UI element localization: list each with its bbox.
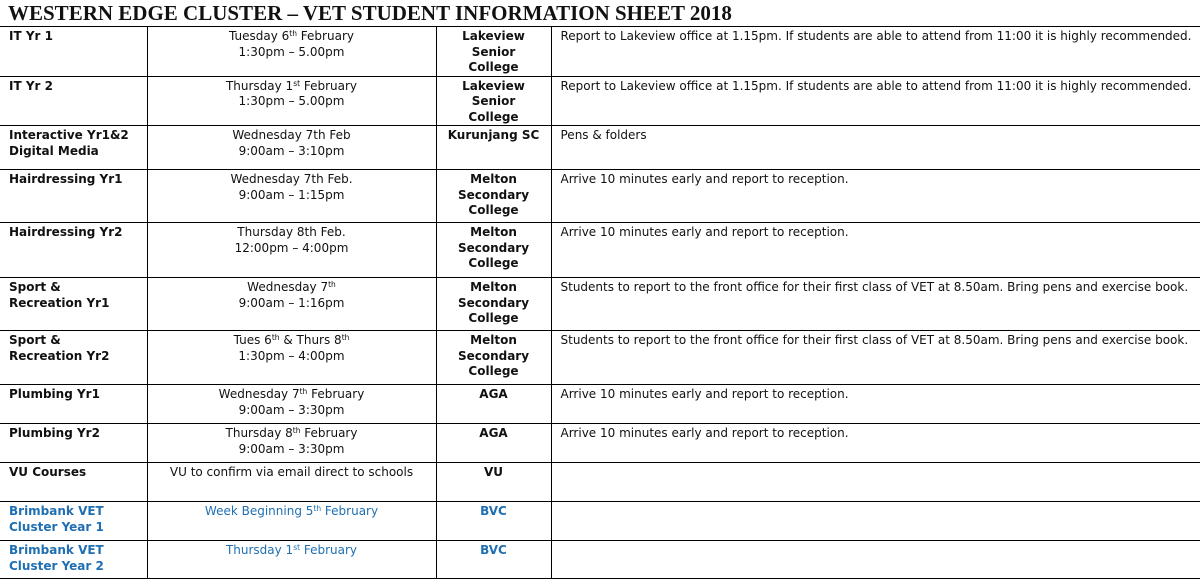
- date-time-cell: [147, 385, 436, 424]
- date-time-cell: [147, 424, 436, 463]
- course-cell: IT Yr 2: [0, 76, 147, 126]
- venue-cell: Melton Secondary College: [436, 278, 551, 331]
- venue-cell: Lakeview Senior College: [436, 27, 551, 76]
- course-cell: Plumbing Yr1: [0, 385, 147, 424]
- date-time-cell: [147, 27, 436, 76]
- time-text: 9:00am – 1:15pm: [238, 187, 345, 202]
- date-text: Thursday 1st February: [225, 78, 358, 93]
- time-text: 12:00pm – 4:00pm: [234, 240, 349, 255]
- venue-cell: AGA: [436, 424, 551, 463]
- date-text: Week Beginning 5th February: [204, 504, 379, 518]
- venue-cell: VU: [436, 463, 551, 502]
- table-row: [0, 385, 1200, 424]
- time-text: 9:00am – 3:30pm: [238, 402, 345, 417]
- date-time-cell: [147, 76, 436, 126]
- venue-cell: Melton Secondary College: [436, 331, 551, 385]
- date-text: Tuesday 6th February: [229, 29, 354, 43]
- notes-cell: Students to report to the front office for their first class of VET at 8.50am. Bring pens and exercise book.: [551, 278, 1200, 331]
- course-cell: Sport & Recreation Yr1: [0, 278, 147, 331]
- date-text: Wednesday 7th Feb: [232, 128, 351, 142]
- date-time-cell: [147, 331, 436, 385]
- time-text: 1:30pm – 5.00pm: [238, 94, 345, 108]
- table-row: [0, 541, 1200, 579]
- time-text: 1:30pm – 5.00pm: [238, 44, 345, 59]
- course-cell: Hairdressing Yr2: [0, 223, 147, 278]
- date-time-cell: [147, 223, 436, 278]
- course-cell: IT Yr 1: [0, 27, 147, 76]
- table-row: [0, 126, 1200, 170]
- date-time-cell: [147, 502, 436, 541]
- table-row: [0, 170, 1200, 223]
- course-cell: Plumbing Yr2: [0, 424, 147, 463]
- date-text: Wednesday 7th February: [218, 387, 365, 401]
- date-text: Thursday 8th February: [225, 426, 358, 440]
- venue-cell: BVC: [436, 541, 551, 579]
- venue-cell: AGA: [436, 385, 551, 424]
- venue-cell: Melton Secondary College: [436, 223, 551, 278]
- venue-cell: Lakeview Senior College: [436, 76, 551, 126]
- notes-cell: Arrive 10 minutes early and report to reception.: [551, 385, 1200, 424]
- date-time-cell: [147, 126, 436, 170]
- notes-cell: [551, 502, 1200, 541]
- date-text: VU to confirm via email direct to schools: [169, 465, 414, 479]
- course-cell: VU Courses: [0, 463, 147, 502]
- table-row: [0, 424, 1200, 463]
- page-title: WESTERN EDGE CLUSTER – VET STUDENT INFORMATION SHEET 2018: [0, 0, 1200, 27]
- table-row: [0, 278, 1200, 331]
- notes-cell: [551, 463, 1200, 502]
- notes-cell: Pens & folders: [551, 126, 1200, 170]
- notes-cell: Report to Lakeview office at 1.15pm. If students are able to attend from 11:00 it is highly recommended.: [551, 27, 1200, 76]
- time-text: 9:00am – 3:30pm: [238, 441, 345, 456]
- course-cell: Sport & Recreation Yr2: [0, 331, 147, 385]
- date-text: Thursday 8th Feb.: [237, 225, 346, 239]
- notes-cell: Arrive 10 minutes early and report to reception.: [551, 223, 1200, 278]
- course-cell: Brimbank VET Cluster Year 1: [0, 502, 147, 541]
- venue-cell: Melton Secondary College: [436, 170, 551, 223]
- time-text: 9:00am – 1:16pm: [238, 295, 345, 310]
- date-text: Tues 6th & Thurs 8th: [233, 333, 350, 347]
- date-time-cell: [147, 541, 436, 579]
- notes-cell: Report to Lakeview office at 1.15pm. If students are able to attend from 11:00 it is highly recommended.: [551, 76, 1200, 126]
- time-text: 1:30pm – 4:00pm: [238, 348, 345, 363]
- time-text: 9:00am – 3:10pm: [238, 143, 345, 158]
- course-cell: Interactive Yr1&2 Digital Media: [0, 126, 147, 170]
- course-cell: Brimbank VET Cluster Year 2: [0, 541, 147, 579]
- notes-cell: Arrive 10 minutes early and report to reception.: [551, 170, 1200, 223]
- date-time-cell: [147, 278, 436, 331]
- notes-cell: [551, 541, 1200, 579]
- table-row: [0, 463, 1200, 502]
- table-row: [0, 223, 1200, 278]
- date-text: Wednesday 7th: [247, 280, 336, 294]
- venue-cell: Kurunjang SC: [436, 126, 551, 170]
- table-row: [0, 331, 1200, 385]
- venue-cell: BVC: [436, 502, 551, 541]
- schedule-table: [0, 27, 1200, 579]
- table-row: [0, 27, 1200, 76]
- notes-cell: Students to report to the front office for their first class of VET at 8.50am. Bring pens and exercise book.: [551, 331, 1200, 385]
- date-time-cell: [147, 463, 436, 502]
- table-row: [0, 76, 1200, 126]
- course-cell: Hairdressing Yr1: [0, 170, 147, 223]
- date-text: Wednesday 7th Feb.: [230, 172, 353, 186]
- date-time-cell: [147, 170, 436, 223]
- date-text: Thursday 1st February: [225, 543, 358, 557]
- notes-cell: Arrive 10 minutes early and report to reception.: [551, 424, 1200, 463]
- table-row: [0, 502, 1200, 541]
